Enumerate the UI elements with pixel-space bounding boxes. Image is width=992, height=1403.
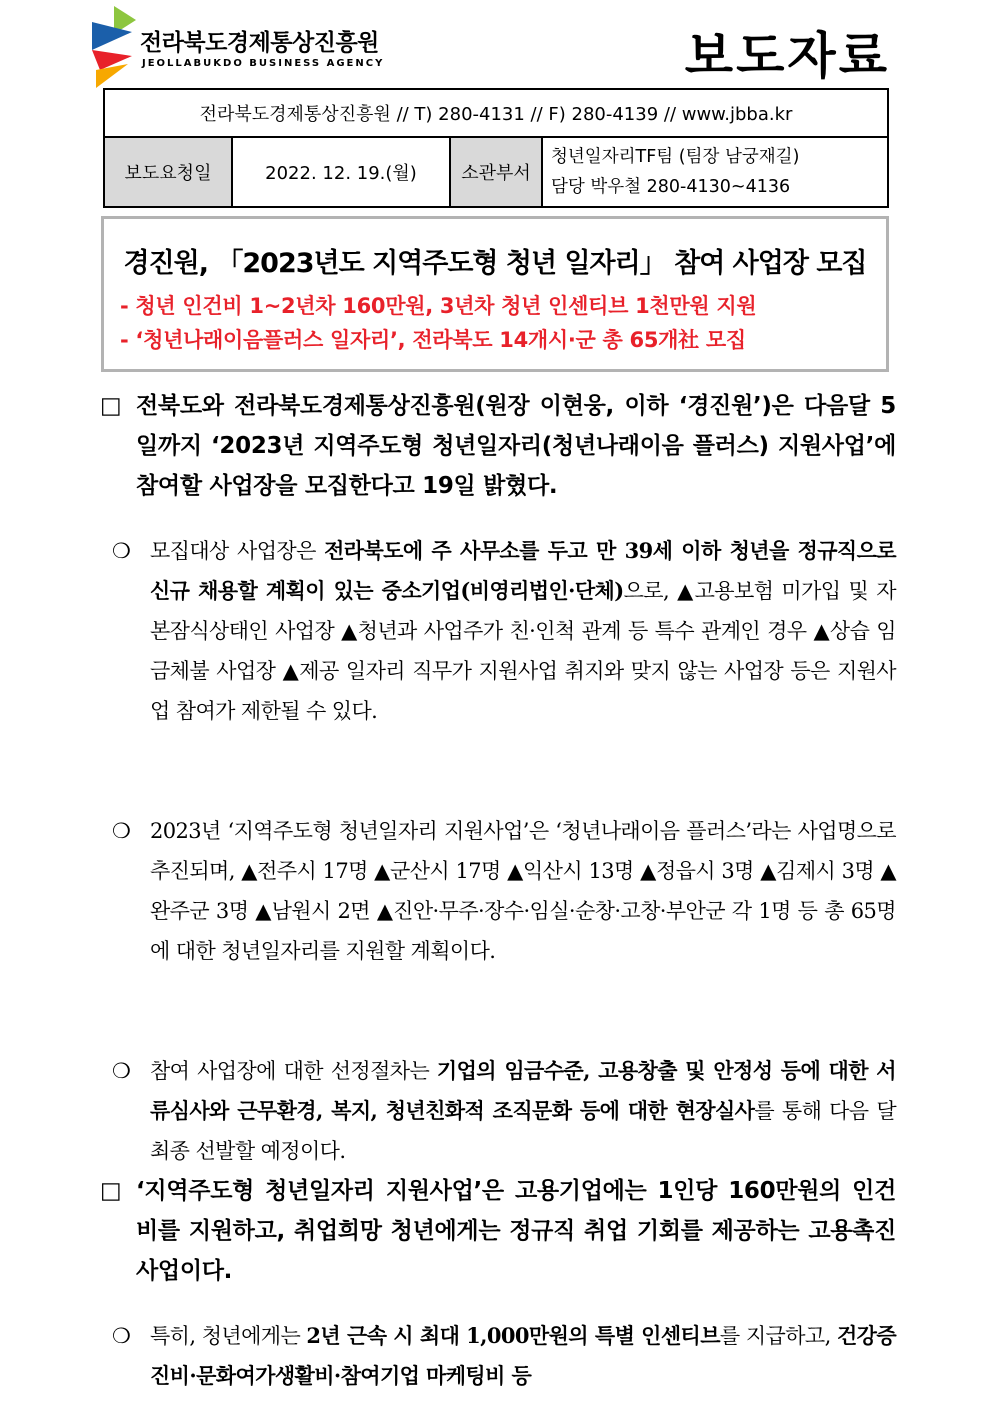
dept-label: 소관부서 bbox=[450, 137, 542, 207]
date-value: 2022. 12. 19.(월) bbox=[232, 137, 450, 207]
paragraph-6-text-bold-2: 건강증진비·문화여가생활비·참여기업 마케팅비 등 bbox=[150, 1323, 897, 1388]
dept-value bbox=[542, 137, 888, 207]
paragraph-2-text-c: 으로, ▲고용보험 미가입 및 자본잠식상태인 사업장 ▲청년과 사업주가 친·인척 관계 등 특수 관계인 경우 ▲상습 임금체불 사업장 ▲제공 일자리 직무가 지원사업 취지와 맞지 않는 사업장 등은 지원사업 참여가 제한될 수 있다. bbox=[150, 579, 896, 723]
logo-mark-icon bbox=[92, 6, 136, 88]
paragraph-6 bbox=[112, 1316, 897, 1396]
dept-contact: 담당 박우철 280-4130~4136 bbox=[551, 177, 791, 197]
circle-bullet-icon: ❍ bbox=[112, 1324, 131, 1348]
paragraph-1 bbox=[100, 386, 896, 506]
paragraph-4-text-bold: 기업의 임금수준, 고용창출 및 안정성 등에 대한 서류심사와 근무환경, 복지, 청년친화적 조직문화 등에 대한 현장실사 bbox=[150, 1058, 896, 1123]
paragraph-1-text: 전북도와 전라북도경제통상진흥원(원장 이현웅, 이하 ‘경진원’)은 다음달 5일까지 ‘2023년 지역주도형 청년일자리(청년나래이음 플러스) 지원사업’에 참여할 사업장을 모집한다고 19일 밝혔다. bbox=[136, 393, 896, 499]
press-info-table bbox=[103, 88, 889, 208]
paragraph-4 bbox=[112, 1051, 897, 1171]
paragraph-5 bbox=[100, 1171, 896, 1291]
date-label: 보도요청일 bbox=[104, 137, 232, 207]
paragraph-6-text-c: 를 지급하고, bbox=[719, 1324, 837, 1348]
agency-logo bbox=[92, 6, 392, 88]
paragraph-4-text-c: 를 통해 다음 달 최종 선발할 예정이다. bbox=[150, 1099, 897, 1163]
circle-bullet-icon: ❍ bbox=[112, 539, 131, 563]
circle-bullet-icon: ❍ bbox=[112, 1059, 131, 1083]
paragraph-6-text-bold-1: 2년 근속 시 최대 1,000만원의 특별 인센티브 bbox=[306, 1323, 720, 1348]
paragraph-2-text-a: 모집대상 사업장은 bbox=[150, 539, 325, 563]
org-name-en: JEOLLABUKDO BUSINESS AGENCY bbox=[142, 58, 385, 69]
headline-box bbox=[101, 216, 889, 372]
paragraph-3-text: 2023년 ‘지역주도형 청년일자리 지원사업’은 ‘청년나래이음 플러스’라는 사업명으로 추진되며, ▲전주시 17명 ▲군산시 17명 ▲익산시 13명 ▲정읍시 3명 ▲김제시 3명 ▲완주군 3명 ▲남원시 2면 ▲진안·무주·장수·임실·순창·고창·부안군 각 1명 등 총 65명에 대한 청년일자리를 지원할 계획이다. bbox=[150, 819, 896, 963]
contact-line: 전라북도경제통상진흥원 // T) 280-4131 // F) 280-4139 // www.jbba.kr bbox=[104, 89, 888, 137]
paragraph-6-text-a: 특히, 청년에게는 bbox=[150, 1324, 307, 1348]
headline-subtitle-2: - ‘청년나래이음플러스 일자리’, 전라북도 14개시·군 총 65개社 모집 bbox=[120, 328, 746, 352]
headline-title: 경진원, 「2023년도 지역주도형 청년 일자리」 참여 사업장 모집 bbox=[123, 248, 867, 279]
square-bullet-icon: □ bbox=[100, 393, 122, 419]
paragraph-4-text-a: 참여 사업장에 대한 선정절차는 bbox=[150, 1059, 437, 1083]
square-bullet-icon: □ bbox=[100, 1178, 122, 1204]
dept-team: 청년일자리TF팀 (팀장 남궁재길) bbox=[551, 147, 800, 167]
org-name-kr: 전라북도경제통상진흥원 bbox=[140, 30, 379, 56]
paragraph-2-text-bold: 전라북도에 주 사무소를 두고 만 39세 이하 청년을 정규직으로 신규 채용할 계획이 있는 중소기업(비영리법인·단체) bbox=[150, 538, 896, 603]
headline-subtitle-1: - 청년 인건비 1~2년차 160만원, 3년차 청년 인센티브 1천만원 지원 bbox=[120, 294, 757, 318]
circle-bullet-icon: ❍ bbox=[112, 819, 131, 843]
paragraph-2 bbox=[112, 531, 896, 731]
paragraph-3 bbox=[112, 811, 896, 971]
document-type-title: 보도자료 bbox=[684, 27, 890, 85]
paragraph-5-text: ‘지역주도형 청년일자리 지원사업’은 고용기업에는 1인당 160만원의 인건비를 지원하고, 취업희망 청년에게는 정규직 취업 기회를 제공하는 고용촉진사업이다. bbox=[136, 1178, 896, 1284]
